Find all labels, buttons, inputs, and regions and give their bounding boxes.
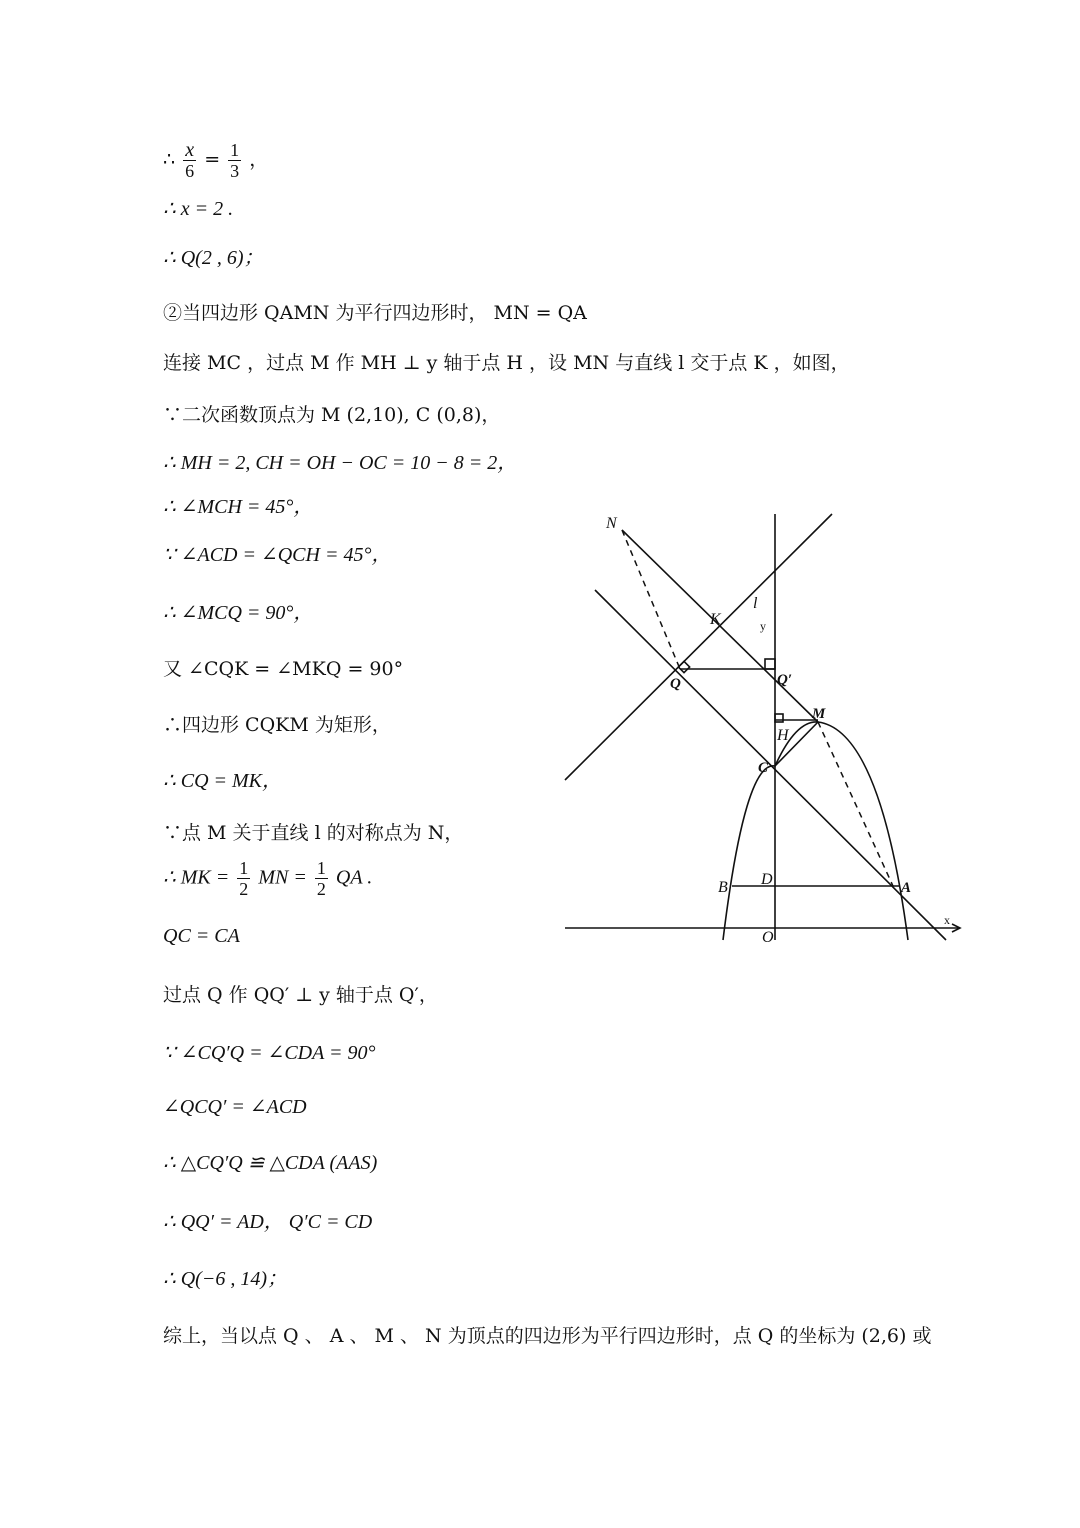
parabola xyxy=(723,722,908,940)
line-case-two: ②当四边形 QAMN 为平行四边形时， MN = QA xyxy=(163,302,587,324)
line-congruent: ∴ △CQ′Q ≌ △CDA (AAS) xyxy=(163,1152,378,1174)
denominator: 6 xyxy=(185,161,195,181)
line-conclusion: 综上，当以点 Q 、 A 、 M 、 N 为顶点的四边形为平行四边形时，点 Q 的坐标为 (2,6) 或 xyxy=(163,1325,932,1347)
fraction-x-over-6 xyxy=(183,140,196,181)
label-q: Q xyxy=(670,676,681,692)
denominator: 2 xyxy=(239,879,249,899)
rhs: QA . xyxy=(335,866,373,889)
label-a: A xyxy=(901,880,912,896)
fraction-half-2 xyxy=(315,858,328,899)
label-n: N xyxy=(606,515,617,532)
label-x: x xyxy=(944,913,950,927)
label-q-prime: Q′ xyxy=(777,672,793,688)
line-rectangle-cqkm: ∴四边形 CQKM 为矩形， xyxy=(163,714,391,736)
denominator: 2 xyxy=(316,879,326,899)
line-q-2-6: ∴ Q(2 , 6)； xyxy=(163,247,264,269)
line-l-y-eq-x-plus-8 xyxy=(565,514,832,780)
therefore-symbol: ∴ xyxy=(163,148,176,171)
fraction-1-over-3 xyxy=(228,140,241,181)
line-cq-mk: ∴ CQ = MK， xyxy=(163,770,283,792)
lhs: ∴ MK = xyxy=(163,866,230,889)
numerator: 1 xyxy=(230,140,240,160)
line-qq-ad: ∴ QQ′ = AD， Q′C = CD xyxy=(163,1211,373,1233)
comma: ， xyxy=(249,148,269,171)
denominator: 3 xyxy=(230,161,240,181)
label-c: C xyxy=(758,760,769,776)
line-mk-half xyxy=(163,858,372,899)
equals-sign: = xyxy=(204,148,221,171)
line-mh-ch: ∴ MH = 2, CH = OH − OC = 10 − 8 = 2， xyxy=(163,452,518,474)
numerator: x xyxy=(183,140,196,161)
right-angle-mark-q-prime xyxy=(765,659,775,669)
line-vertex-m: ∵二次函数顶点为 M (2,10), C (0,8)， xyxy=(163,404,501,426)
middle-term: MN = xyxy=(258,866,307,889)
line-angle-mcq: ∴ ∠MCQ = 90°， xyxy=(163,602,314,624)
line-symmetric-n: ∵点 M 关于直线 l 的对称点为 N， xyxy=(163,822,464,844)
line-angle-qcq: ∠QCQ′ = ∠ACD xyxy=(163,1096,307,1118)
line-angle-cqk: 又 ∠CQK = ∠MKQ = 90° xyxy=(163,658,404,680)
line-x-eq-2: ∴ x = 2 . xyxy=(163,198,234,220)
dashed-nq xyxy=(622,530,680,669)
label-d: D xyxy=(761,871,773,888)
label-y: y xyxy=(760,619,766,633)
line-q-fraction-eq xyxy=(163,140,268,181)
line-q-neg6-14: ∴ Q(−6 , 14)； xyxy=(163,1268,287,1290)
numerator: 1 xyxy=(316,858,326,878)
label-h: H xyxy=(777,727,789,744)
label-m: M xyxy=(812,706,826,722)
label-l: l xyxy=(753,595,758,612)
dashed-ma xyxy=(818,722,893,886)
line-angle-mch: ∴ ∠MCH = 45°， xyxy=(163,496,314,518)
line-qc-ca: QC = CA xyxy=(163,925,240,947)
label-o: O xyxy=(762,929,774,945)
line-draw-qq: 过点 Q 作 QQ′ ⊥ y 轴于点 Q′， xyxy=(163,984,438,1006)
line-angle-cqq: ∵ ∠CQ′Q = ∠CDA = 90° xyxy=(163,1042,376,1064)
numerator: 1 xyxy=(239,858,249,878)
label-k: K xyxy=(710,611,721,628)
fraction-half-1 xyxy=(237,858,250,899)
right-angle-mark-q xyxy=(678,661,689,672)
label-b: B xyxy=(718,879,728,896)
line-connect-mc: 连接 MC ，过点 M 作 MH ⊥ y 轴于点 H ，设 MN 与直线 l 交于点 K ，如图， xyxy=(163,352,850,374)
line-angle-acd: ∵ ∠ACD = ∠QCH = 45°， xyxy=(163,544,392,566)
geometry-figure xyxy=(560,500,970,945)
